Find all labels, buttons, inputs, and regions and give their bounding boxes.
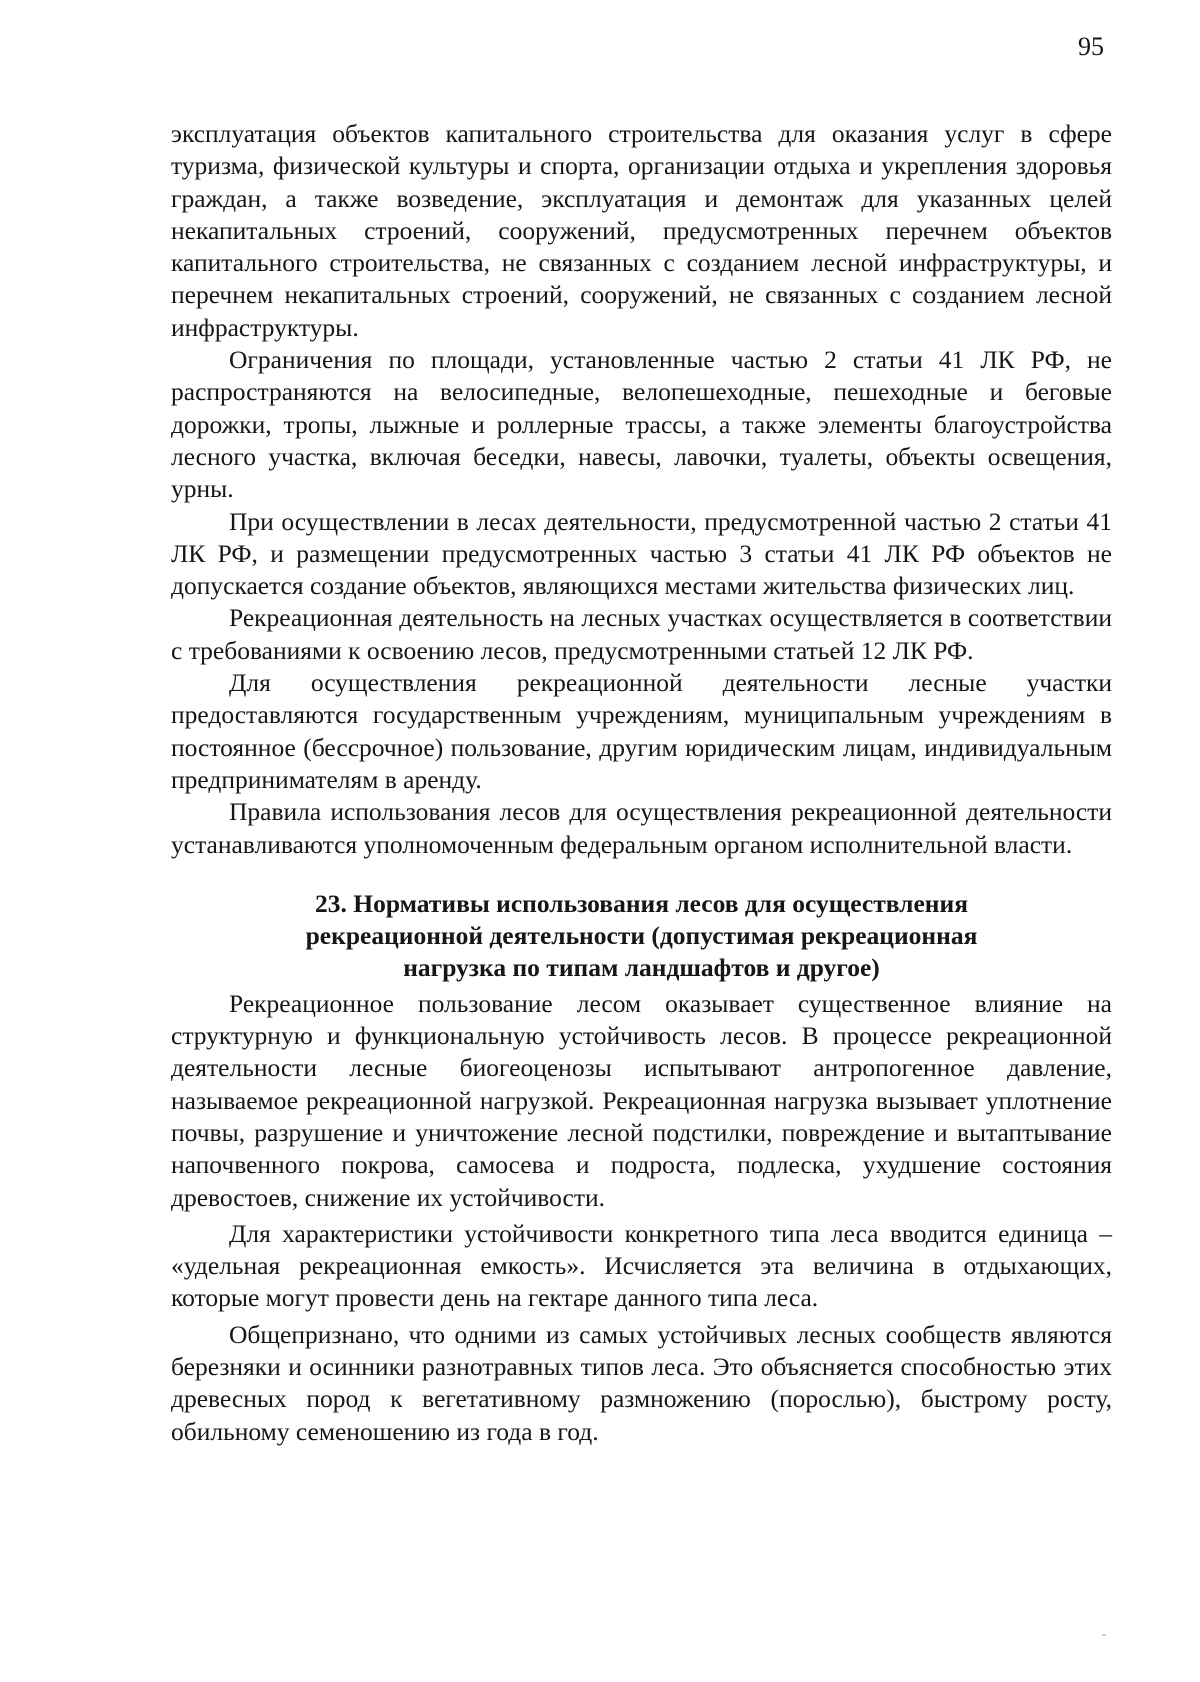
- document-body: [171, 118, 1112, 1448]
- paragraph-stable-communities: Общепризнано, что одними из самых устойчивых лесных сообществ являются березняки и осинники разнотравных типов леса. Это объясняется способностью этих древесных пород к вегетативному размножению (порослью), быстрому росту, обильному семеношению из года в год.: [171, 1319, 1112, 1446]
- paragraph-recreational-impact: Рекреационное пользование лесом оказывает существенное влияние на структурную и функциональную устойчивость лесов. В процессе рекреационной деятельности лесные биогеоценозы испытывают антропогенное давление, называемое рекреационной нагрузкой. Рекреационная нагрузка вызывает уплотнение почвы, разрушение и уничтожение лесной подстилки, повреждение и вытаптывание напочвенного покрова, самосева и подроста, подлеска, ухудшение состояния древостоев, снижение их устойчивости.: [171, 988, 1112, 1212]
- section-heading: [171, 888, 1112, 985]
- paragraph-usage-rules: Правила использования лесов для осуществления рекреационной деятельности устанавливаются уполномоченным федеральным органом исполнительной власти.: [171, 797, 1112, 859]
- scan-artifact: [1102, 1634, 1106, 1636]
- section-heading-line: нагрузка по типам ландшафтов и другое): [403, 953, 880, 983]
- paragraph-recreational-capacity: Для характеристики устойчивости конкретного типа леса вводится единица – «удельная рекреационная емкость». Исчисляется эта величина в отдыхающих, которые могут провести день на гектаре данного типа леса.: [171, 1218, 1112, 1313]
- paragraph-area-restrictions: Ограничения по площади, установленные частью 2 статьи 41 ЛК РФ, не распространяются на велосипедные, велопешеходные, пешеходные и беговые дорожки, тропы, лыжные и роллерные трассы, а также элементы благоустройства лесного участка, включая беседки, навесы, лавочки, туалеты, объекты освещения, урны.: [171, 345, 1112, 504]
- paragraph-continuation: эксплуатация объектов капитального строительства для оказания услуг в сфере туризма, физической культуры и спорта, организации отдыха и укрепления здоровья граждан, а также возведение, эксплуатация и демонтаж для указанных целей некапитальных строений, сооружений, предусмотренных перечнем объектов капитального строительства, не связанных с созданием лесной инфраструктуры, и перечнем некапитальных строений, сооружений, не связанных с созданием лесной инфраструктуры.: [171, 119, 1112, 342]
- page-number: 95: [1078, 32, 1104, 61]
- paragraph-recreational-activity: Рекреационная деятельность на лесных участках осуществляется в соответствии с требованиями к освоению лесов, предусмотренными статьей 12 ЛК РФ.: [171, 603, 1112, 665]
- paragraph-residence-prohibition: При осуществлении в лесах деятельности, предусмотренной частью 2 статьи 41 ЛК РФ, и размещении предусмотренных частью 3 статьи 41 ЛК РФ объектов не допускается создание объектов, являющихся местами жительства физических лиц.: [171, 506, 1112, 601]
- paragraph-land-provision: Для осуществления рекреационной деятельности лесные участки предоставляются государственным учреждениям, муниципальным учреждениям в постоянное (бессрочное) пользование, другим юридическим лицам, индивидуальным предпринимателям в аренду.: [171, 668, 1112, 794]
- section-heading-line: 23. Нормативы использования лесов для осуществления: [314, 888, 968, 918]
- section-heading-line: рекреационной деятельности (допустимая рекреационная: [305, 921, 978, 951]
